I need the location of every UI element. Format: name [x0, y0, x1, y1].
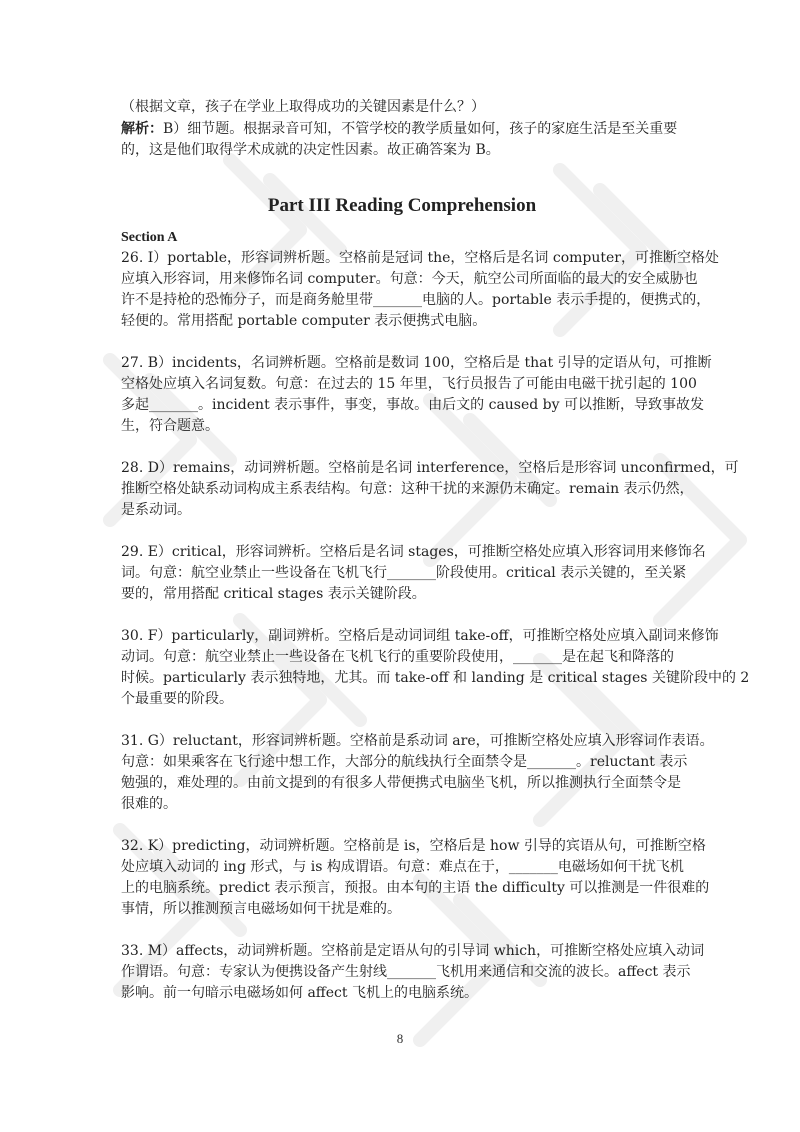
item-line: 33. M）affects，动词辨析题。空格前是定语从句的引导词 which，可推断空格处应填入动词	[121, 943, 705, 959]
item-line: 要的，常用搭配 critical stages 表示关键阶段。	[121, 586, 426, 602]
item-line: 事情，所以推测预言电磁场如何干扰是难的。	[121, 901, 401, 917]
question-translation: （根据文章，孩子在学业上取得成功的关键因素是什么？）	[121, 99, 485, 115]
item-line: 影响。前一句暗示电磁场如何 affect 飞机上的电脑系统。	[121, 985, 478, 1001]
item-line: 应填入形容词，用来修饰名词 computer。句意：今天，航空公司所面临的最大的安全威胁也	[121, 271, 698, 287]
page-number: 8	[396, 1031, 404, 1046]
item-line: 空格处应填入名词复数。句意：在过去的 15 年里，飞行员报告了可能由电磁干扰引起的 100	[121, 376, 697, 392]
item-line: 30. F）particularly，副词辨析。空格后是动词词组 take-off，可推断空格处应填入副词来修饰	[121, 628, 719, 644]
item-line: 多起_______。incident 表示事件，事变，事故。由后文的 caused by 可以推断，导致事故发	[121, 397, 705, 413]
item-line: 作谓语。句意：专家认为便携设备产生射线_______飞机用来通信和交流的波长。affect 表示	[121, 964, 691, 980]
document-page	[121, 96, 750, 1025]
analysis-text: B）细节题。根据录音可知，不管学校的教学质量如何，孩子的家庭生活是至关重要	[163, 121, 678, 137]
item-line: 27. B）incidents，名词辨析题。空格前是数词 100，空格后是 that 引导的定语从句，可推断	[121, 355, 712, 371]
item-line: 生，符合题意。	[121, 418, 219, 434]
item-line: 推断空格处缺系动词构成主系表结构。句意：这种干扰的来源仍未确定。remain 表示仍然，	[121, 481, 694, 497]
answer-item-26	[121, 248, 719, 332]
analysis-continuation: 的，这是他们取得学术成就的决定性因素。故正确答案为 B。	[121, 142, 500, 158]
answer-item-30	[121, 626, 750, 710]
item-line: 勉强的，难处理的。由前文提到的有很多人带便携式电脑坐飞机，所以推测执行全面禁令是	[121, 775, 681, 791]
item-line: 词。句意：航空业禁止一些设备在飞机飞行_______阶段使用。critical 表示关键的，至关紧	[121, 565, 687, 581]
answer-item-33	[121, 941, 705, 1004]
item-line: 轻便的。常用搭配 portable computer 表示便携式电脑。	[121, 313, 487, 329]
item-line: 句意：如果乘客在飞行途中想工作，大部分的航线执行全面禁令是_______。reluctant 表示	[121, 754, 688, 770]
item-line: 个最重要的阶段。	[121, 691, 233, 707]
item-line: 32. K）predicting，动词辨析题。空格前是 is，空格后是 how 引导的宾语从句，可推断空格	[121, 838, 706, 854]
item-line: 上的电脑系统。predict 表示预言，预报。由本句的主语 the difficulty 可以推测是一件很难的	[121, 880, 710, 896]
item-line: 时候。particularly 表示独特地，尤其。而 take-off 和 landing 是 critical stages 关键阶段中的 2	[121, 670, 750, 686]
item-line: 很难的。	[121, 796, 177, 812]
item-line: 处应填入动词的 ing 形式，与 is 构成谓语。句意：难点在于，_______电磁场如何干扰飞机	[121, 859, 684, 875]
answer-item-28	[121, 458, 739, 521]
section-title: Section A	[121, 230, 178, 245]
item-line: 29. E）critical，形容词辨析。空格后是名词 stages，可推断空格处应填入形容词用来修饰名	[121, 544, 706, 560]
analysis-line	[121, 119, 683, 140]
item-line: 28. D）remains，动词辨析题。空格前是名词 interference，空格后是形容词 unconfirmed，可	[121, 460, 739, 476]
answer-item-32	[121, 836, 710, 920]
analysis-label: 解析：	[121, 121, 163, 137]
answer-item-31	[121, 731, 714, 815]
answer-item-27	[121, 353, 712, 437]
item-line: 动词。句意：航空业禁止一些设备在飞机飞行的重要阶段使用，_______是在起飞和降落的	[121, 649, 674, 665]
item-line: 许不是持枪的恐怖分子，而是商务舱里带_______电脑的人。portable 表示手提的，便携式的，	[121, 292, 711, 308]
item-line: 31. G）reluctant，形容词辨析题。空格前是系动词 are，可推断空格处应填入形容词作表语。	[121, 733, 714, 749]
item-line: 26. I）portable，形容词辨析题。空格前是冠词 the，空格后是名词 computer，可推断空格处	[121, 250, 719, 266]
item-line: 是系动词。	[121, 502, 191, 518]
answer-item-29	[121, 542, 706, 605]
part-title: Part III Reading Comprehension	[267, 195, 537, 216]
